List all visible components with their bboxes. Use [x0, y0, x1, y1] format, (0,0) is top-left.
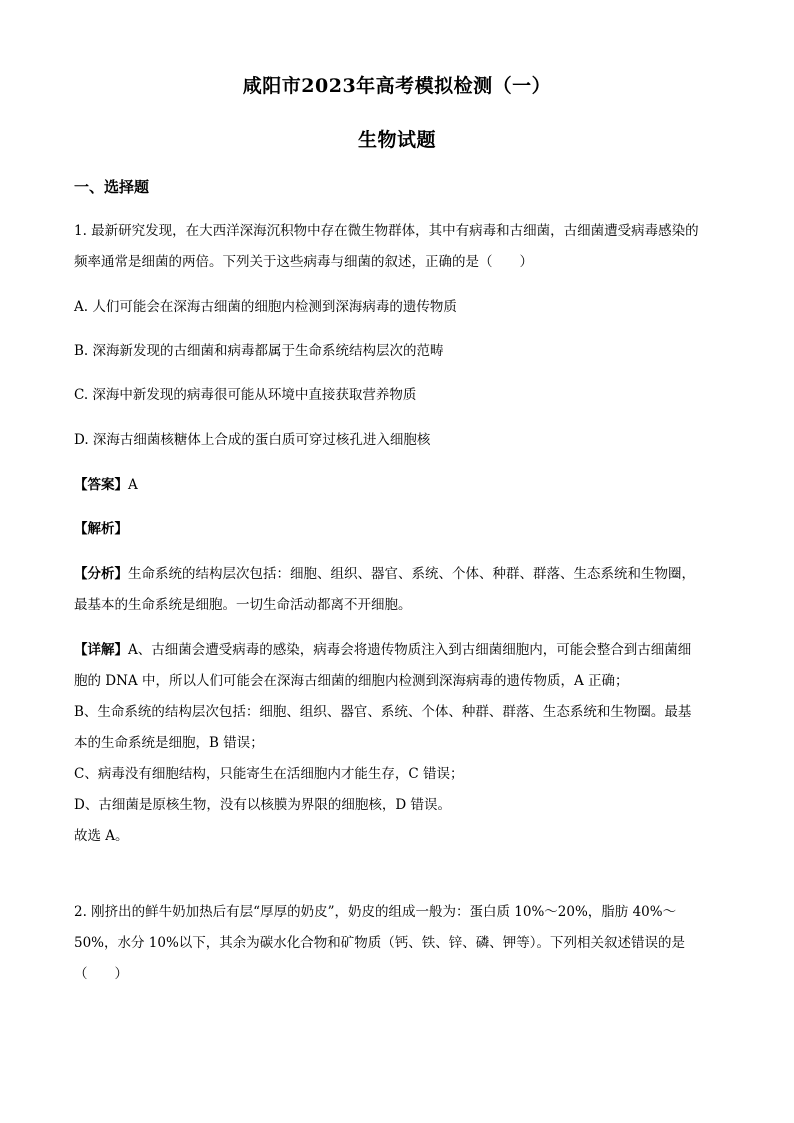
q1-fenxi-line-1: [74, 565, 695, 583]
q1-detail-line-6: D、古细菌是原核生物，没有以核膜为界限的细胞核，D 错误。: [74, 797, 451, 813]
q2-stem-line-3: （ ）: [74, 966, 128, 982]
q2-stem-line-2: 50%，水分 10%以下，其余为碳水化合物和矿物质（钙、铁、锌、磷、钾等）。下列相关叙述错误的是: [74, 935, 686, 951]
exam-subtitle: 生物试题: [357, 129, 436, 151]
fenxi-tag: 【分析】: [74, 566, 128, 582]
answer-tag: 【答案】: [74, 477, 128, 493]
q2-stem-line-1: 2. 刚挤出的鲜牛奶加热后有层“厚厚的奶皮”，奶皮的组成一般为：蛋白质 10%～20%，脂肪 40%～: [74, 904, 677, 920]
detail-tag: 【详解】: [74, 642, 128, 658]
q1-detail-line-2: 胞的 DNA 中，所以人们可能会在深海古细菌的细胞内检测到深海病毒的遗传物质，A 正确；: [74, 673, 629, 689]
q1-detail-line-4: 本的生命系统是细胞，B 错误；: [74, 735, 264, 751]
q1-stem-line-1: 1. 最新研究发现，在大西洋深海沉积物中存在微生物群体，其中有病毒和古细菌，古细菌遭受病毒感染的: [74, 223, 699, 239]
q1-option-d: D. 深海古细菌核糖体上合成的蛋白质可穿过核孔进入细胞核: [74, 432, 431, 448]
section-heading: 一、选择题: [74, 178, 150, 196]
answer-value: A: [128, 477, 138, 493]
q1-detail-line-3: B、生命系统的结构层次包括：细胞、组织、器官、系统、个体、种群、群落、生态系统和生物圈。最基: [74, 704, 692, 720]
q1-fenxi-line-2: 最基本的生命系统是细胞。一切生命活动都离不开细胞。: [74, 597, 412, 613]
q1-detail-line-7: 故选 A。: [74, 828, 129, 844]
exam-title: 咸阳市2023年高考模拟检测（一）: [242, 75, 552, 97]
q1-option-b: B. 深海新发现的古细菌和病毒都属于生命系统结构层次的范畴: [74, 343, 444, 359]
q1-detail-line-5: C、病毒没有细胞结构，只能寄生在活细胞内才能生存，C 错误；: [74, 766, 464, 782]
fenxi-text-1: 生命系统的结构层次包括：细胞、组织、器官、系统、个体、种群、群落、生态系统和生物圈，: [128, 566, 695, 582]
q1-option-a: A. 人们可能会在深海古细菌的细胞内检测到深海病毒的遗传物质: [74, 299, 457, 315]
q1-option-c: C. 深海中新发现的病毒很可能从环境中直接获取营养物质: [74, 387, 417, 403]
analysis-tag: 【解析】: [74, 521, 128, 537]
detail-text-1: A、古细菌会遭受病毒的感染，病毒会将遗传物质注入到古细菌细胞内，可能会整合到古细菌细: [128, 642, 692, 658]
q1-answer: [74, 476, 138, 494]
q1-detail-line-1: [74, 641, 691, 659]
q1-stem-line-2: 频率通常是细菌的两倍。下列关于这些病毒与细菌的叙述，正确的是（ ）: [74, 254, 533, 270]
